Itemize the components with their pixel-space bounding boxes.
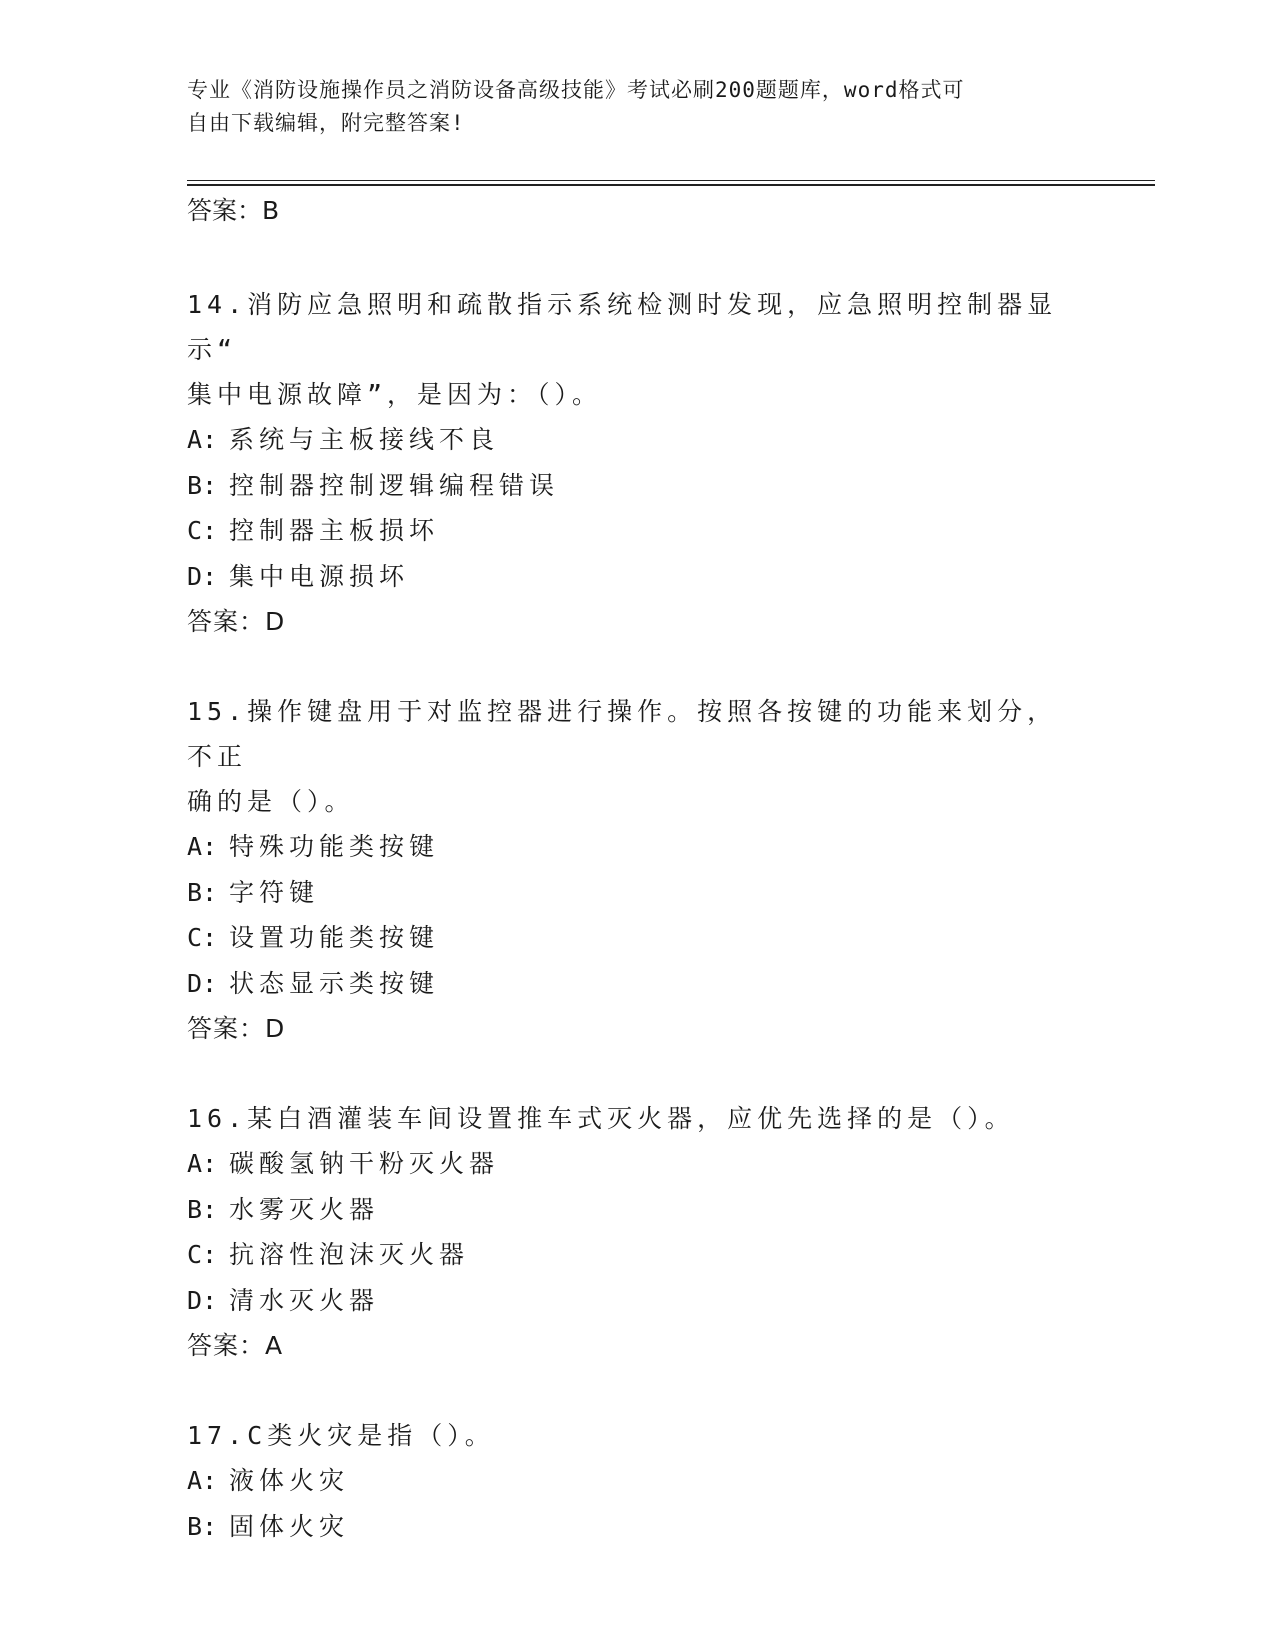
answer-14: 答案：D (187, 607, 286, 636)
option-key: D: (187, 561, 218, 591)
option-key: D: (187, 968, 218, 998)
option-text: 固体火灾 (229, 1511, 350, 1541)
option-text: 集中电源损坏 (229, 561, 410, 591)
option-text: 清水灭火器 (229, 1285, 380, 1315)
option-text: 系统与主板接线不良 (229, 425, 500, 454)
header-title-line-2: 自由下载编辑，附完整答案! (187, 111, 465, 135)
option-a (187, 1458, 1087, 1504)
option-text: 碳酸氢钠干粉灭火器 (229, 1149, 500, 1178)
document-header (187, 74, 1087, 140)
option-key: C: (187, 923, 218, 952)
option-text: 字符键 (229, 877, 320, 907)
question-list (187, 282, 1087, 1594)
question-stem-line-2: 确的是（）。 (187, 787, 355, 816)
option-key: A: (187, 425, 218, 454)
question-stem-line-2: 集中电源故障”，是因为：（）。 (187, 380, 603, 409)
question-stem-line-1: 15.操作键盘用于对监控器进行操作。按照各按键的功能来划分，不正 (187, 697, 1058, 771)
option-b (187, 463, 1087, 509)
option-key: C: (187, 516, 218, 545)
question-stem-line-1: 14.消防应急照明和疏散指示系统检测时发现，应急照明控制器显示“ (187, 290, 1058, 364)
question-17 (187, 1413, 1087, 1549)
option-b (187, 870, 1087, 916)
option-a (187, 824, 1087, 870)
question-stem-line-1: 17.C类火灾是指（）。 (187, 1421, 495, 1450)
option-c (187, 1232, 1087, 1278)
answer-13: 答案：B (187, 196, 280, 225)
question-stem-line-1: 16.某白酒灌装车间设置推车式灭火器，应优先选择的是（）。 (187, 1104, 1015, 1133)
option-d (187, 961, 1087, 1007)
option-key: A: (187, 832, 218, 861)
option-key: B: (187, 1511, 218, 1541)
option-text: 控制器控制逻辑编程错误 (229, 470, 560, 500)
option-text: 特殊功能类按键 (229, 832, 440, 861)
option-key: C: (187, 1240, 218, 1269)
question-14 (187, 282, 1087, 644)
option-text: 抗溶性泡沫灭火器 (229, 1240, 470, 1269)
option-key: A: (187, 1149, 218, 1178)
answer-15: 答案：D (187, 1014, 286, 1043)
option-text: 设置功能类按键 (229, 923, 440, 952)
option-a (187, 417, 1087, 463)
question-16 (187, 1096, 1087, 1368)
option-b (187, 1504, 1087, 1550)
option-key: B: (187, 877, 218, 907)
option-d (187, 554, 1087, 600)
header-divider-thin (187, 180, 1155, 181)
option-key: B: (187, 470, 218, 500)
option-c (187, 508, 1087, 554)
option-key: A: (187, 1466, 218, 1495)
header-title-line-1: 专业《消防设施操作员之消防设备高级技能》考试必刷200题题库，word格式可 (187, 78, 965, 102)
answer-16: 答案：A (187, 1331, 284, 1360)
option-text: 液体火灾 (229, 1466, 350, 1495)
option-key: D: (187, 1285, 218, 1315)
option-key: B: (187, 1194, 218, 1224)
question-15 (187, 689, 1087, 1051)
header-divider-thick (187, 184, 1155, 186)
option-a (187, 1141, 1087, 1187)
option-d (187, 1278, 1087, 1324)
option-text: 控制器主板损坏 (229, 516, 440, 545)
option-text: 水雾灭火器 (229, 1194, 380, 1224)
option-b (187, 1187, 1087, 1233)
option-c (187, 915, 1087, 961)
option-text: 状态显示类按键 (229, 968, 440, 998)
